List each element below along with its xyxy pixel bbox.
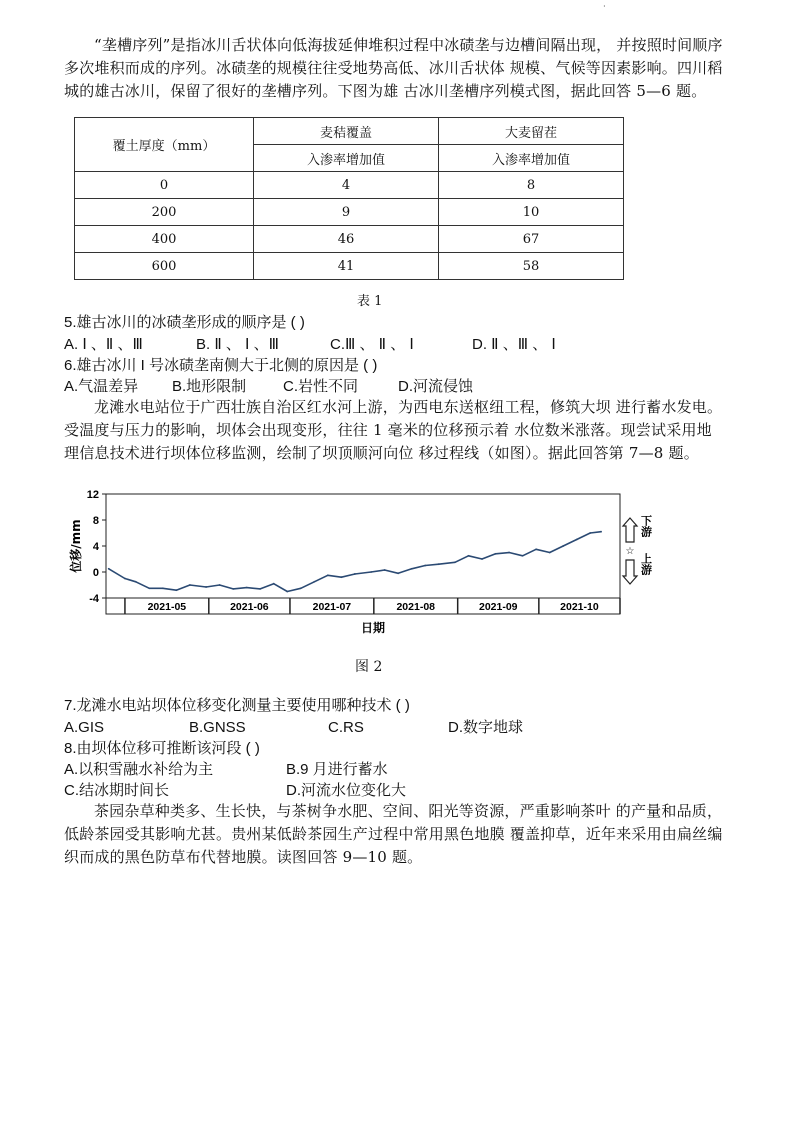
q8-option-c[interactable]: C.结冰期时间长 [64,782,170,799]
question-5-stem: 5.雄古冰川的冰碛垄形成的顺序是 ( ) [64,314,305,331]
arrow-up-icon [623,518,637,542]
q5-option-d[interactable]: D. Ⅱ 、Ⅲ 、 Ⅰ [472,336,556,353]
q5-option-a[interactable]: A. Ⅰ 、Ⅱ 、Ⅲ [64,336,143,353]
data-point [273,583,275,585]
q7-option-d[interactable]: D.数字地球 [448,719,524,736]
table-cell: 0 [75,172,254,199]
data-point [600,531,602,533]
y-tick-label: 0 [92,567,99,579]
table-cell: 46 [254,226,439,253]
q5-option-b[interactable]: B. Ⅱ 、 Ⅰ 、Ⅲ [196,336,279,353]
table-cell: 67 [439,226,624,253]
q8-option-b[interactable]: B.9 月进行蓄水 [286,761,388,778]
corner-mark: · [603,2,606,11]
data-point [576,539,578,541]
data-point [175,589,177,591]
q7-option-a[interactable]: A.GIS [64,719,105,736]
data-point [508,552,510,554]
data-point [162,587,164,589]
table-cell: 4 [254,172,439,199]
data-point [370,571,372,573]
table-1 [74,117,624,280]
plot-frame [106,494,620,598]
q7-option-b[interactable]: B.GNSS [189,719,246,736]
data-point [205,586,207,588]
data-point [259,588,261,590]
table-cell: 41 [254,253,439,280]
data-point [246,587,248,589]
data-point [108,568,110,570]
data-point [327,574,329,576]
data-point [354,573,356,575]
q6-option-a[interactable]: A.气温差异 [64,378,139,395]
y-tick-label: 8 [92,515,99,527]
table-cell: 10 [439,199,624,226]
q7-option-c[interactable]: C.RS [328,719,364,736]
table-cell: 8 [439,172,624,199]
upstream-label: 上游 [639,553,653,575]
data-point [522,555,524,557]
arrow-down-icon [623,560,637,584]
data-point [313,581,315,583]
figure-caption: 图 2 [355,659,383,675]
x-tick-label: 2021-05 [147,601,187,613]
q6-option-c[interactable]: C.岩性不同 [283,378,359,395]
data-point [340,576,342,578]
q5-option-c[interactable]: C.Ⅲ 、 Ⅱ 、 Ⅰ [330,336,414,353]
data-point [384,569,386,571]
data-point [286,591,288,593]
data-point [300,587,302,589]
table-subheader-1: 入渗率增加值 [254,145,439,172]
table-subheader-2: 入渗率增加值 [439,145,624,172]
q8-option-d[interactable]: D.河流水位变化大 [286,782,407,799]
question-8-stem: 8.由坝体位移可推断该河段 ( ) [64,740,260,757]
data-point [219,584,221,586]
table-row [75,226,624,253]
table-cell: 200 [75,199,254,226]
table-header-straw: 麦秸覆盖 [254,118,439,145]
data-point [454,561,456,563]
data-point [397,572,399,574]
data-point [589,532,591,534]
displacement-chart [62,488,662,648]
y-tick-label: -4 [89,593,99,605]
y-tick-label: 4 [92,541,99,553]
intro-paragraph-9-10: 茶园杂草种类多、生长快，与茶树争水肥、空间、阳光等资源，严重影响茶叶 的产量和品质，低龄茶园受其影响尤甚。贵州某低龄茶园生产过程中常用黑色地膜 覆盖抑草，近年来采用由扁丝编织而成的黑色防草布代替地膜。读图回答 9—10 题。 [64,802,723,866]
q8-option-a[interactable]: A.以积雪融水补给为主 [64,761,214,778]
data-point [189,584,191,586]
x-tick-label: 2021-09 [478,601,518,613]
data-point [495,553,497,555]
table-row [75,199,624,226]
table-cell: 9 [254,199,439,226]
downstream-label: 下游 [639,515,653,537]
table-row [75,253,624,280]
q6-option-b[interactable]: B.地形限制 [172,378,247,395]
x-tick-label: 2021-07 [312,601,352,613]
data-point [562,545,564,547]
table-cell: 400 [75,226,254,253]
table-cell: 58 [439,253,624,280]
data-point [549,552,551,554]
data-point [232,588,234,590]
data-point [481,558,483,560]
data-point [411,568,413,570]
x-axis-label: 日期 [360,621,386,635]
y-axis-label: 位移/mm [69,519,83,573]
y-tick-label: 12 [86,489,99,501]
table-header-stubble: 大麦留茬 [439,118,624,145]
data-point [135,581,137,583]
data-point [124,578,126,580]
intro-paragraph-7-8: 龙滩水电站位于广西壮族自治区红水河上游，为西电东送枢纽工程，修筑大坝 进行蓄水发电。受温度与压力的影响，坝体会出现变形，往往 1 毫米的位移预示着 水位数米涨落。现尝试采用地理信息技术进行坝体位移监测，绘制了坝顶顺河向位 移过程线（如图）。据此回答第 7—8 题。 [64,398,723,462]
x-tick-label: 2021-08 [396,601,436,613]
data-point [535,548,537,550]
data-point [424,565,426,567]
table-cell: 600 [75,253,254,280]
table-row [75,172,624,199]
x-tick-label: 2021-10 [560,601,599,613]
data-point [148,587,150,589]
question-6-stem: 6.雄古冰川 I 号冰碛垄南侧大于北侧的原因是 ( ) [64,357,378,374]
intro-paragraph-5-6: “垄槽序列”是指冰川舌状体向低海拔延伸堆积过程中冰碛垄与边槽间隔出现， 并按照时间顺序多次堆积而成的序列。冰碛垄的规模往往受地势高低、冰川舌状体 规模、气候等因素影响。四川稻城的雄古冰川，保留了很好的垄槽序列。下图为雄 古冰川垄槽序列模式图，据此回答 5—6 题。 [64,36,723,100]
data-point [468,555,470,557]
x-tick-label: 2021-06 [230,601,269,613]
table-caption: 表 1 [357,294,383,309]
data-point [438,563,440,565]
star-icon: ☆ [625,546,635,557]
question-7-stem: 7.龙滩水电站坝体位移变化测量主要使用哪种技术 ( ) [64,697,410,714]
q6-option-d[interactable]: D.河流侵蚀 [398,378,474,395]
table-header-thickness: 覆土厚度（mm） [75,118,254,172]
